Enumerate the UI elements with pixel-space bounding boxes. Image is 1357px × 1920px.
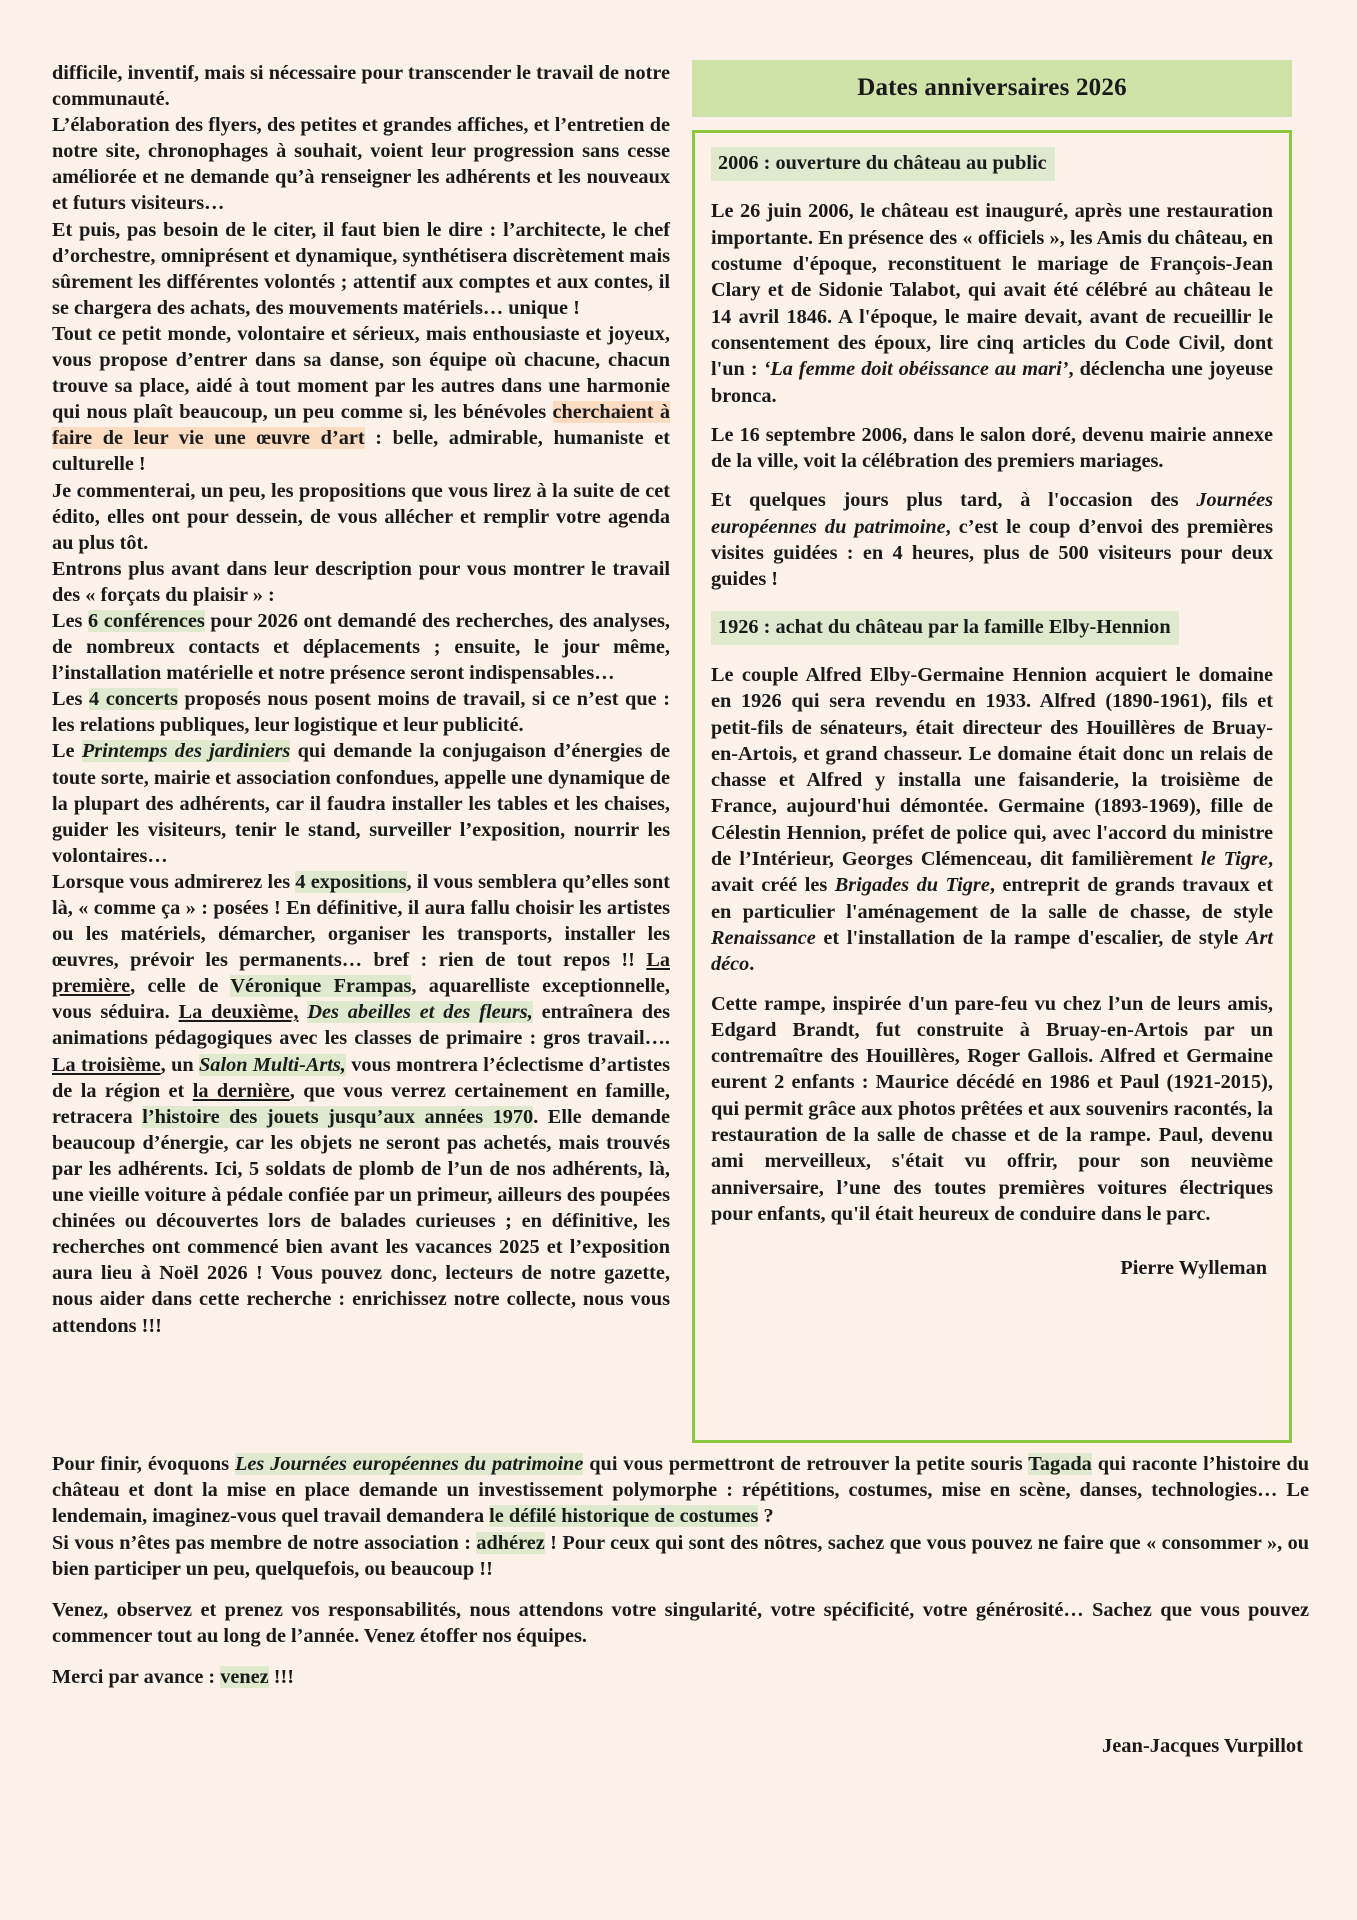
- text-run: , avait créé les: [711, 848, 1274, 897]
- text-run: La troisième: [52, 1053, 161, 1076]
- text-run: vous montrera l’éclectisme d’artistes de la région et: [52, 1053, 670, 1102]
- text-run: Le 26 juin 2006, le château est inauguré, après une restauration importante. En présence des « officiels », les Amis du château, en costume d'époque, reconstituent le mariage de François-Jean Clary et de Sidonie Talabot, qui avait été célébré au château le 14 avril 1846. A l'époque, le maire devait, avant de recueillir le consentement des époux, lire cinq articles du Code Civil, dont l'un :: [711, 200, 1273, 381]
- text-run: .: [749, 953, 755, 976]
- text-run: Et puis, pas besoin de le citer, il faut bien le dire : l’architecte, le chef d’orchestre, omniprésent et dynamique, synthétisera discrètement mais sûrement les différentes volontés ; attentif aux comptes et aux contes, il se chargera des achats, des mouvements matériels… unique !: [52, 218, 670, 319]
- text-run: Le 16 septembre 2006, dans le salon doré, devenu mairie annexe de la ville, voit la célébration des premiers mariages.: [711, 423, 1273, 473]
- p-printemps: [52, 738, 670, 868]
- p-intro-1: [52, 60, 670, 112]
- text-run: Tagada: [1028, 1453, 1092, 1475]
- text-run: le Tigre: [1200, 848, 1268, 871]
- right-column: [692, 60, 1292, 1443]
- bp-1: [52, 1451, 1309, 1530]
- text-run: La première: [52, 949, 670, 998]
- rp-2006-2: [711, 422, 1273, 475]
- left-column: [52, 60, 692, 1339]
- text-run: , aquarelliste exceptionnelle, vous séduira.: [52, 975, 670, 1024]
- text-run: ‘La femme doit obéissance au mari’: [763, 358, 1069, 381]
- section-2006-sub-header: 2006 : ouverture du château au public: [711, 147, 1055, 181]
- p-concerts: [52, 686, 670, 738]
- text-run: Pour finir, évoquons: [52, 1453, 235, 1475]
- text-run: Lorsque vous admirerez les: [52, 870, 296, 893]
- dates-anniversaires-header: Dates anniversaires 2026: [692, 60, 1292, 117]
- text-run: Art déco: [711, 926, 1273, 976]
- p-expositions: [52, 869, 670, 1339]
- text-run: , entreprit de grands travaux et en particulier l'aménagement de la salle de chasse, de style: [711, 874, 1273, 923]
- text-run: la dernière: [192, 1079, 290, 1102]
- p-je-commenterai: [52, 478, 670, 556]
- text-run: Véronique Frampas: [230, 975, 412, 998]
- text-run: La deuxième,: [178, 1001, 299, 1024]
- dates-sections: [711, 147, 1273, 1227]
- text-run: Si vous n’êtes pas membre de notre association :: [52, 1531, 477, 1554]
- text-run: entraînera des animations pédagogiques avec les classes de primaire : gros travail….: [52, 1001, 670, 1050]
- text-run: Salon Multi-Arts,: [199, 1053, 346, 1076]
- text-run: le défilé historique de costumes: [489, 1505, 759, 1528]
- p-intro-2: [52, 112, 670, 216]
- text-run: Des abeilles et des fleurs,: [307, 1001, 533, 1024]
- text-run: Entrons plus avant dans leur description pour vous montrer le travail des « forçats du plaisir » :: [52, 557, 670, 606]
- text-run: Je commenterai, un peu, les propositions que vous lirez à la suite de cet édito, elles ont pour dessein, de vous allécher et remplir votre agenda au plus tôt.: [52, 479, 670, 554]
- bp-4: [52, 1664, 1309, 1690]
- p-tout-ce-petit-monde: [52, 321, 670, 478]
- text-run: , c’est le coup d’envoi des premières visites guidées : en 4 heures, plus de 500 visiteurs pour deux guides !: [711, 515, 1273, 591]
- text-run: Et quelques jours plus tard, à l'occasion des: [711, 489, 1197, 512]
- rp-2006-3: [711, 487, 1273, 592]
- text-run: Les: [52, 609, 89, 632]
- text-run: qui raconte l’histoire du château et dont la mise en place demande un investissement polymorphe : répétitions, costumes, mise en scène, danses, technologies… Le lendemain, imaginez-vous quel travail demandera: [52, 1453, 1309, 1528]
- text-run: proposés nous posent moins de travail, si ce n’est que : les relations publiques, leur logistique et leur publicité.: [52, 688, 670, 737]
- text-run: Venez, observez et prenez vos responsabilités, nous attendons votre singularité, votre spécificité, votre générosité… Sachez que vous pouvez commencer tout au long de l’année. Venez étoffer nos équipes.: [52, 1599, 1309, 1648]
- p-conferences: [52, 608, 670, 686]
- text-run: adhérez: [476, 1531, 545, 1554]
- dates-anniversaires-box: [692, 130, 1292, 1443]
- text-run: , celle de: [130, 975, 231, 998]
- text-run: pour 2026 ont demandé des recherches, des analyses, de nombreux contacts et déplacements ; ensuite, le jour même, l’installation matérielle et notre présence seront indispensables…: [52, 609, 671, 685]
- text-run: 6 conférences: [88, 609, 205, 632]
- p-intro-3: [52, 217, 670, 321]
- text-run: l’histoire des jouets jusqu’aux années 1970: [142, 1105, 534, 1128]
- text-run: Le couple Alfred Elby-Germaine Hennion acquiert le domaine en 1926 qui sera revendu en 1933. Alfred (1890-1961), fils et petit-fils de sénateurs, était directeur des Houillères de Bruay-en-Artois, et grand chasseur. Le domaine était donc un relais de chasse et Alfred y installa une faisanderie, la troisième de France, aujourd'hui démontée. Germaine (1893-1969), fille de Célestin Hennion, préfet de police qui, avec l'accord du ministre de l’Intérieur, Georges Clémenceau, dit familièrement: [711, 664, 1273, 871]
- text-run: Brigades du Tigre: [834, 874, 990, 897]
- text-run: ?: [758, 1505, 774, 1528]
- text-run: Tout ce petit monde, volontaire et sérieux, mais enthousiaste et joyeux, vous propose d’entrer dans sa danse, son équipe où chacune, chacun trouve sa place, aidé à tout moment par les autres dans une harmonie qui nous plaît beaucoup, un peu comme si, les bénévoles: [52, 322, 670, 424]
- text-run: . Elle demande beaucoup d’énergie, car les objets ne seront pas achetés, mais trouvés par les adhérents. Ici, 5 soldats de plomb de l’un de nos adhérents, là, une vieille voiture à pédale confiée par un primeur, ailleurs des poupées chinées ou découvertes lors de balades curieuses ; en définitive, les recherches ont commencé bien avant les vacances 2025 et l’exposition aura lieu à Noël 2026 ! Vous pouvez donc, lecteurs de notre gazette, nous aider dans cette recherche : enrichissez notre collecte, nous vous attendons !!!: [52, 1105, 671, 1337]
- text-run: difficile, inventif, mais si nécessaire pour transcender le travail de notre communauté.: [52, 62, 670, 111]
- rp-1926-2: [711, 991, 1273, 1228]
- section-1926-sub-header: 1926 : achat du château par la famille Elby-Hennion: [711, 611, 1179, 645]
- text-run: qui demande la conjugaison d’énergies de toute sorte, mairie et association confondues, appelle une dynamique de la plupart des adhérents, car il faudra installer les tables et les chaises, guider les visiteurs, tenir le stand, surveiller l’exposition, nourrir les volontaires…: [52, 740, 671, 867]
- right-column-signature: Pierre Wylleman: [1120, 1257, 1267, 1280]
- text-run: 4 expositions: [295, 870, 407, 893]
- text-run: [298, 1001, 307, 1023]
- text-run: L’élaboration des flyers, des petites et grandes affiches, et l’entretien de notre site, chronophages à souhait, voient leur progression sans cesse améliorée et ne demande qu’à renseigner les adhérents et les nouveaux et futurs visiteurs…: [52, 114, 670, 215]
- document-signature: Jean-Jacques Vurpillot: [1101, 1734, 1303, 1757]
- p-entrons: [52, 556, 670, 608]
- text-run: Le: [52, 740, 82, 763]
- text-run: , déclencha une joyeuse bronca.: [711, 358, 1273, 407]
- text-run: , un: [160, 1053, 200, 1076]
- text-run: !!!: [268, 1666, 294, 1689]
- text-run: Printemps des jardiniers: [81, 740, 291, 763]
- text-run: Renaissance: [711, 926, 816, 949]
- left-column-body: [52, 60, 670, 1339]
- text-run: 4 concerts: [89, 688, 178, 711]
- text-run: , que vous verrez certainement en famille, retracera: [52, 1079, 670, 1128]
- bp-2: [52, 1530, 1309, 1582]
- text-run: cherchaient à faire de leur vie une œuvre d’art: [52, 401, 670, 450]
- bottom-full-width-section: [52, 1451, 1309, 1758]
- text-run: et l'installation de la rampe d'escalier, de style: [815, 926, 1246, 949]
- rp-2006-1: [711, 198, 1273, 408]
- text-run: Cette rampe, inspirée d'un pare-feu vu chez l’un de leurs amis, Edgard Brandt, fut construite à Bruay-en-Artois par un contremaître des Houillères, Roger Gallois. Alfred et Germaine eurent 2 enfants : Maurice décédé en 1986 et Paul (1921-2015), qui permit grâce aux photos prêtées et aux souvenirs racontés, la restauration de la salle de chasse et de la rampe. Paul, devenu ami merveilleux, s'était vu offrir, pour son neuvième anniversaire, l’une des toutes premières voitures électriques pour enfants, qu'il était heureux de conduire dans le parc.: [711, 992, 1273, 1225]
- bottom-paragraphs: [52, 1451, 1309, 1691]
- text-run: , il vous semblera qu’elles sont là, « comme ça » : posées ! En définitive, il aura fallu choisir les artistes ou les matériels, démarcher, organiser les transports, installer les œuvres, prévoir les permanents… bref : rien de tout repos !!: [52, 870, 670, 972]
- bp-3: [52, 1597, 1309, 1649]
- text-run: : belle, admirable, humaniste et culturelle !: [52, 427, 670, 476]
- text-run: Merci par avance :: [52, 1666, 221, 1689]
- text-run: qui vous permettront de retrouver la petite souris: [583, 1453, 1029, 1475]
- rp-1926-1: [711, 662, 1273, 978]
- text-run: venez: [220, 1666, 269, 1689]
- text-run: ! Pour ceux qui sont des nôtres, sachez que vous pouvez ne faire que « consommer », ou bien participer un peu, quelquefois, ou beaucoup !!: [52, 1531, 1309, 1580]
- text-run: Journées européennes du patrimoine: [711, 489, 1273, 538]
- text-run: Les Journées européennes du patrimoine: [234, 1453, 584, 1475]
- two-column-layout: [52, 60, 1309, 1443]
- text-run: Les: [52, 688, 90, 711]
